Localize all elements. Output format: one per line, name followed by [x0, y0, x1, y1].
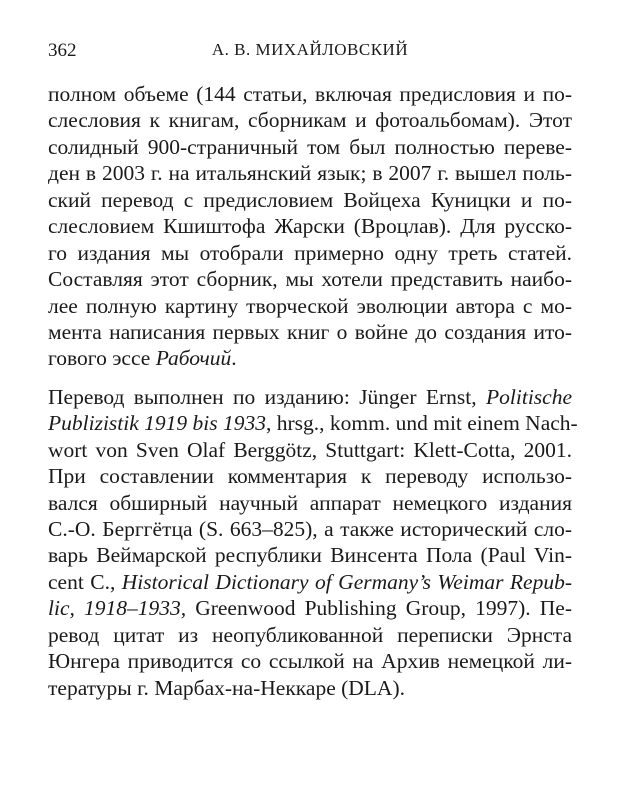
text-run: , hrsg., komm. und mit einem Nach- [266, 411, 578, 436]
text-run: cent C., [48, 569, 122, 594]
text-line [48, 319, 572, 345]
text-run: солидный 900-страничный том был полностью переве- [48, 134, 572, 159]
text-run: С.-О. Берггётца (S. 663–825), а также исторический сло- [48, 517, 572, 541]
text-run: ский перевод с предисловием Войцеха Куницки и по- [48, 187, 572, 212]
page-header [48, 40, 572, 66]
paragraph [48, 81, 572, 372]
text-line [48, 622, 572, 648]
text-line [48, 160, 572, 186]
text-run: слесловием Кшиштофа Жарски (Вроцлав). Для русско- [48, 214, 572, 239]
text-line [48, 410, 578, 436]
text-line [48, 240, 572, 266]
text-line [48, 648, 572, 674]
text-line [48, 81, 572, 107]
italic-title: Рабочий [155, 346, 232, 371]
page-body [48, 81, 578, 701]
text-line [48, 437, 572, 463]
text-run: ден в 2003 г. на итальянский язык; в 2007 г. вышел поль- [48, 161, 572, 186]
text-run: лее полную картину творческой эволюции автора с мо- [48, 293, 572, 318]
text-line [48, 516, 572, 542]
text-run: wort von Sven Olaf Berggötz, Stuttgart: Klett-Cotta, 2001. [48, 437, 572, 462]
text-run: ревод цитат из неопубликованной переписки Эрнста [48, 622, 572, 647]
text-run: . [231, 346, 237, 371]
text-run: тературы г. Марбах-на-Неккаре (DLA). [48, 675, 405, 700]
running-head: А. В. МИХАЙЛОВСКИЙ [211, 40, 409, 59]
text-line [48, 569, 572, 595]
italic-title: Politische [486, 384, 572, 409]
page-number: 362 [48, 40, 77, 61]
text-run: Юнгера приводится со ссылкой на Архив немецкой ли- [48, 649, 572, 674]
text-line [48, 213, 572, 239]
text-run: При составлении комментария к переводу использо- [48, 464, 572, 489]
text-line [48, 542, 572, 568]
text-line [48, 463, 572, 489]
text-line [48, 266, 572, 292]
text-run: Составляя этот сборник, мы хотели представить наибо- [48, 267, 572, 292]
text-line [48, 134, 572, 160]
text-run: варь Веймарской республики Винсента Пола (Paul Vin- [48, 543, 572, 568]
paragraph-gap [48, 372, 572, 384]
text-run: Перевод выполнен по изданию: Jünger Ernst, [48, 384, 487, 409]
text-line [48, 595, 572, 621]
text-line [48, 107, 572, 133]
text-line [48, 675, 572, 701]
italic-title: lic, 1918–1933, [48, 596, 187, 621]
paragraph [48, 384, 578, 701]
text-run: Greenwood Publishing Group, 1997). Пе- [186, 596, 572, 621]
text-run: слесловия к книгам, сборникам и фотоальбомам). Этот [48, 108, 572, 133]
text-run: гового эссе [48, 346, 156, 371]
text-line [48, 293, 572, 319]
text-line [48, 187, 572, 213]
text-line [48, 490, 572, 516]
italic-title: Publizistik 1919 bis 1933 [48, 411, 266, 436]
text-run: го издания мы отобрали примерно одну треть статей. [48, 240, 572, 265]
text-run: полном объеме (144 статьи, включая предисловия и по- [48, 82, 572, 106]
text-line [48, 384, 572, 410]
text-run: мента написания первых книг о войне до создания ито- [48, 319, 572, 344]
text-run: вался обширный научный аппарат немецкого издания [48, 490, 572, 515]
italic-title: Historical Dictionary of Germany’s Weimar Repub- [121, 569, 572, 594]
text-line [48, 345, 572, 371]
